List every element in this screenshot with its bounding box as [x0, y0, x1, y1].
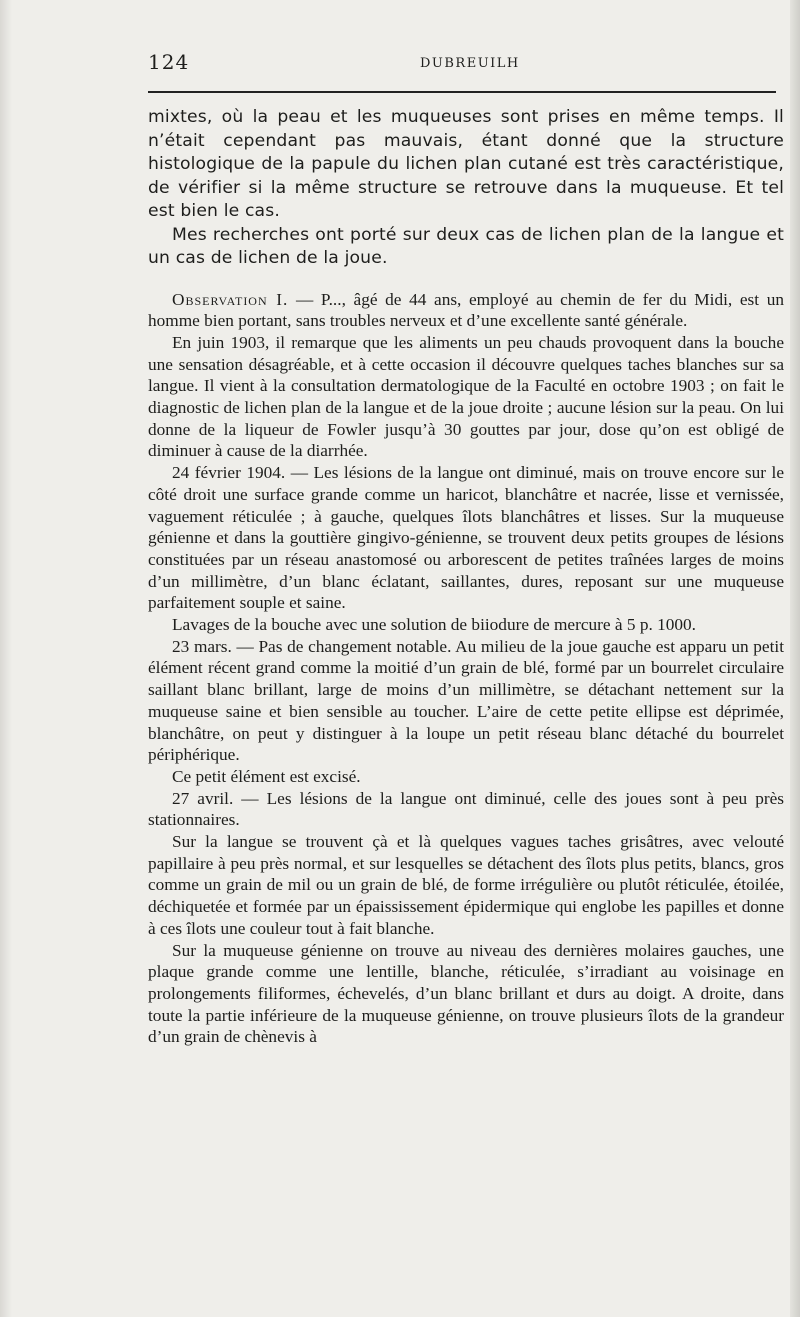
observation-section — [148, 289, 784, 1049]
intro-paragraph: mixtes, où la peau et les muqueuses sont prises en même temps. Il n’était cependant pas mauvais, étant donné que la structure histologique de la papule du lichen plan cutané est très caractéristique, de vérifier si la même structure se retrouve dans la muqueuse. Et tel est bien le cas. — [148, 107, 784, 221]
page-number: 124 — [148, 50, 190, 74]
intro-section — [148, 106, 784, 271]
running-head: DUBREUILH — [420, 56, 520, 71]
observation-paragraph: 27 avril. — Les lésions de la langue ont diminué, celle des joues sont à peu près stationnaires. — [148, 788, 784, 830]
header-rule — [148, 91, 776, 93]
observation-paragraph — [148, 289, 784, 332]
observation-paragraph: 23 mars. — Pas de changement notable. Au milieu de la joue gauche est apparu un petit élément récent grand comme la moitié d’un grain de blé, formé par un bourrelet circulaire saillant blanc brillant, large de moins d’un millimètre, se détachant nettement sur la muqueuse saine et bien sensible au toucher. L’aire de cette petite ellipse est déprimée, blanchâtre, on peut y distinguer à la loupe un petit réseau blanc détaché du bourrelet périphérique. — [148, 636, 784, 765]
page-gutter-shadow — [790, 0, 800, 1317]
observation-label: Observation I. — [172, 289, 289, 309]
page-header — [148, 50, 776, 76]
observation-paragraph: 24 février 1904. — Les lésions de la langue ont diminué, mais on trouve encore sur le côté droit une surface grande comme un haricot, blanchâtre et nacrée, lisse et vernissée, vaguement réticulée ; à gauche, quelques îlots blanchâtres et lisses. Sur la muqueuse génienne et dans la gouttière gingivo-génienne, se trouvent deux petits groupes de lésions constituées par un réseau anastomosé ou arborescent de petites traînées larges de moins d’un millimètre, d’un blanc éclatant, saillantes, dures, reposant sur une muqueuse parfaitement souple et saine. — [148, 463, 784, 613]
observation-paragraph: Sur la muqueuse génienne on trouve au niveau des dernières molaires gauches, une plaque grande comme une lentille, blanche, réticulée, s’irradiant au voisinage en prolongements filiformes, échevelés, d’un blanc brillant et durs au doigt. A droite, dans toute la partie inférieure de la muqueuse génienne, on trouve plusieurs îlots de la grandeur d’un grain de chènevis à — [148, 940, 784, 1047]
observation-paragraph: En juin 1903, il remarque que les aliments un peu chauds provoquent dans la bouche une sensation désagréable, et à cette occasion il découvre quelques taches blanches sur sa langue. Il vient à la consultation dermatologique de la Faculté en octobre 1903 ; on fait le diagnostic de lichen plan de la langue et de la joue droite ; aucune lésion sur la peau. On lui donne de la liqueur de Fowler jusqu’à 30 gouttes par jour, dose qu’on est obligé de diminuer à cause de la diarrhée. — [148, 332, 784, 461]
body-text — [148, 106, 784, 1048]
intro-paragraph: Mes recherches ont porté sur deux cas de lichen plan de la langue et un cas de lichen de la joue. — [148, 224, 784, 268]
observation-paragraph: Ce petit élément est excisé. — [172, 766, 361, 786]
observation-paragraph: Sur la langue se trouvent çà et là quelques vagues taches grisâtres, avec velouté papillaire à peu près normal, et sur lesquelles se détachent des îlots plus petits, blancs, gros comme un grain de mil ou un grain de blé, de forme irrégulière ou plutôt réticulée, étoilée, déchiquetée et formée par un épaississement épidermique qui englobe les papilles et donne à ces îlots une couleur tout à fait blanche. — [148, 832, 784, 938]
page-left-edge — [0, 0, 12, 1317]
observation-paragraph: Lavages de la bouche avec une solution de biiodure de mercure à 5 p. 1000. — [172, 615, 697, 635]
observation-text: — P..., âgé de 44 ans, employé au chemin de fer du Midi, est un homme bien portant, sans troubles nerveux et d’une excellente santé générale. — [148, 289, 784, 331]
